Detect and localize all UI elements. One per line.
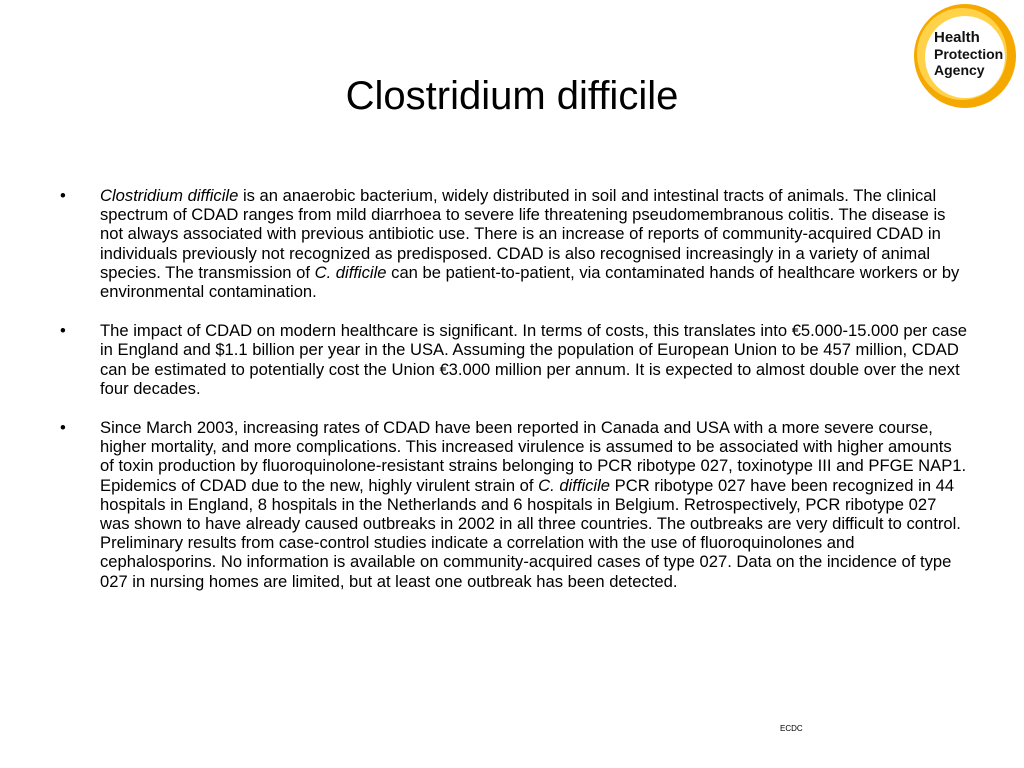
- slide-title: Clostridium difficile: [345, 74, 679, 118]
- italic-term: C. difficile: [538, 475, 611, 495]
- bullet-marker: •: [60, 418, 66, 438]
- bullet-item: [60, 321, 970, 398]
- logo-text-line-1: Health: [934, 29, 980, 46]
- bullet-marker: •: [60, 186, 66, 205]
- italic-term: Clostridium difficile: [100, 186, 239, 205]
- logo-text-line-2: Protection: [934, 46, 1004, 62]
- bullet-text: is an anaerobic bacterium, widely distributed in soil and intestinal tracts of animals. The clinical spectrum of CDAD ranges from mild diarrhoea to severe life threatening pseudomembranous colitis. The disease is not always associated with previous antibiotic use. There is an increase of reports of community-acquired CDAD in individuals previously not recognized as predisposed. CDAD is also recognised increasingly in a variety of animal species. The transmission of: [100, 186, 946, 282]
- bullet-text: Since March 2003, increasing rates of CDAD have been reported in Canada and USA with a more severe course, higher mortality, and more complications. This increased virulence is assumed to be associated with higher amounts of toxin production by fluoroquinolone-resistant strains belonging to PCR ribotype 027, toxinotype III and PFGE NAP1. Epidemics of CDAD due to the new, highly virulent strain of: [100, 418, 967, 495]
- bullet-item: [60, 186, 970, 301]
- bullet-text: PCR ribotype 027 have been recognized in 44 hospitals in England, 8 hospitals in the Netherlands and 6 hospitals in Belgium. Retrospectively, PCR ribotype 027 was shown to have already caused outbreaks in 2002 in all three countries. The outbreaks are very difficult to control. Preliminary results from case-control studies indicate a correlation with the use of fluoroquinolones and cephalosporins. No information is available on community-acquired cases of type 027. Data on the incidence of type 027 in nursing homes are limited, but at least one outbreak has been detected.: [100, 475, 961, 591]
- italic-term: C. difficile: [314, 262, 387, 282]
- bullet-text: can be patient-to-patient, via contaminated hands of healthcare workers or by environmental contamination.: [100, 262, 960, 302]
- footer-label: ECDC: [780, 724, 803, 733]
- bullet-text: The impact of CDAD on modern healthcare is significant. In terms of costs, this translates into €5.000-15.000 per case in England and $1.1 billion per year in the USA. Assuming the population of European Union to be 457 million, CDAD can be estimated to potentially cost the Union €3.000 million per annum. It is expected to almost double over the next four decades.: [100, 321, 967, 398]
- bullet-marker: •: [60, 321, 66, 341]
- bullet-list: [60, 186, 970, 611]
- health-protection-agency-logo: [912, 2, 1018, 110]
- logo-text-line-3: Agency: [934, 62, 985, 78]
- bullet-item: [60, 418, 970, 591]
